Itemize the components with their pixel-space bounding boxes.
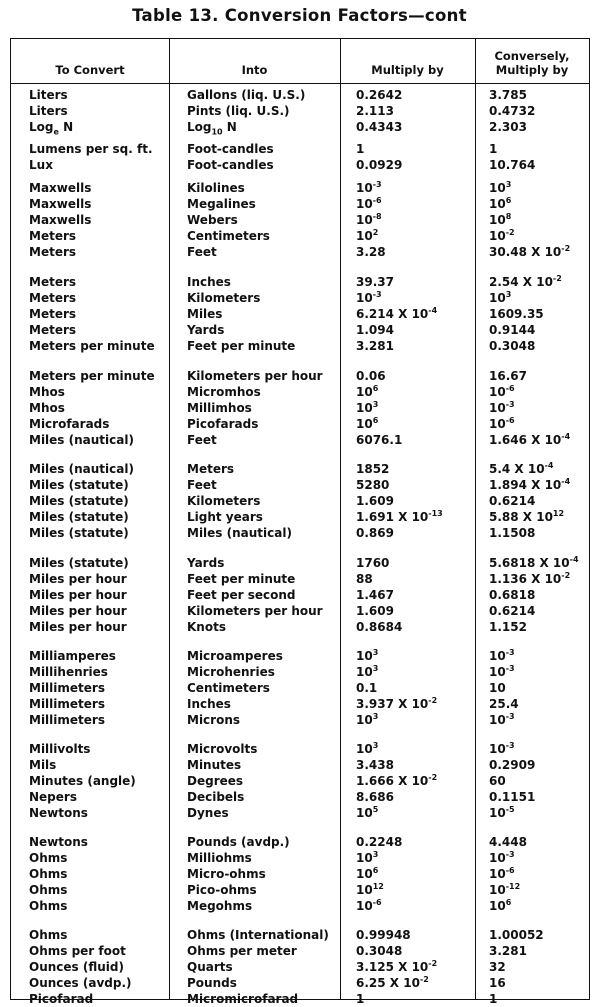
cell-multiply-by: 1 [356, 142, 365, 156]
table-row [11, 141, 589, 157]
header-to-convert-label: To Convert [55, 63, 125, 77]
cell-conversely: 16.67 [489, 369, 527, 383]
cell-multiply-by: 0.2248 [356, 835, 403, 849]
cell-conversely: 0.1151 [489, 790, 536, 804]
table-row [11, 789, 589, 805]
cell-conversely: $10^{-6}$ [489, 866, 515, 881]
table-row [11, 882, 589, 898]
cell-to-convert: Meters [29, 323, 77, 337]
cell-into: Milliohms [187, 851, 252, 865]
cell-conversely: $10^6$ [489, 196, 512, 211]
table-row [11, 432, 589, 448]
cell-to-convert: Ohms [29, 928, 68, 942]
cell-multiply-by: $10^3$ [356, 400, 379, 415]
cell-multiply-by: $10^{-6}$ [356, 196, 382, 211]
cell-multiply-by: 39.37 [356, 275, 394, 289]
cell-multiply-by: $10^3$ [356, 648, 379, 663]
cell-conversely: 32 [489, 960, 506, 974]
cell-conversely: 1.1508 [489, 526, 536, 540]
cell-into: Picofarads [187, 417, 259, 431]
cell-conversely: $10^{-6}$ [489, 416, 515, 431]
cell-conversely: $10^{-3}$ [489, 741, 515, 756]
cell-to-convert: Miles per hour [29, 604, 127, 618]
cell-multiply-by: $10^3$ [356, 712, 379, 727]
cell-multiply-by: 1.609 [356, 604, 394, 618]
cell-into: Kilometers per hour [187, 369, 323, 383]
cell-multiply-by: 1.467 [356, 588, 394, 602]
cell-into: Kilolines [187, 181, 245, 195]
cell-to-convert: Maxwells [29, 213, 92, 227]
cell-multiply-by: 3.125 X $10^{-2}$ [356, 959, 438, 974]
cell-conversely: 0.3048 [489, 339, 536, 353]
cell-into: Miles (nautical) [187, 526, 292, 540]
cell-into: Inches [187, 697, 231, 711]
header-conversely-multiply-label: Multiply by [495, 63, 569, 77]
cell-into: Gallons (liq. U.S.) [187, 88, 306, 102]
cell-to-convert: Log$_e$ N [29, 120, 74, 137]
cell-into: Yards [187, 556, 225, 570]
cell-conversely: 4.448 [489, 835, 527, 849]
header-into-label: Into [241, 63, 268, 77]
cell-multiply-by: 1852 [356, 462, 390, 476]
table-row [11, 274, 589, 290]
table-row [11, 619, 589, 635]
cell-to-convert: Mhos [29, 401, 65, 415]
cell-to-convert: Ounces (fluid) [29, 960, 124, 974]
table-row [11, 712, 589, 728]
cell-multiply-by: 8.686 [356, 790, 394, 804]
table-row [11, 228, 589, 244]
cell-into: Ohms per meter [187, 944, 297, 958]
cell-into: Microhenries [187, 665, 275, 679]
cell-multiply-by: 5280 [356, 478, 390, 492]
cell-into: Centimeters [187, 229, 270, 243]
cell-into: Feet per minute [187, 572, 296, 586]
table-row [11, 212, 589, 228]
cell-into: Feet [187, 245, 217, 259]
cell-conversely: $10^{-3}$ [489, 400, 515, 415]
cell-into: Inches [187, 275, 231, 289]
cell-multiply-by: $10^6$ [356, 866, 379, 881]
table-row [11, 87, 589, 103]
cell-into: Microamperes [187, 649, 283, 663]
cell-to-convert: Mils [29, 758, 57, 772]
cell-to-convert: Millimeters [29, 697, 105, 711]
table-row [11, 416, 589, 432]
table-row [11, 805, 589, 821]
cell-into: Minutes [187, 758, 242, 772]
cell-to-convert: Lumens per sq. ft. [29, 142, 153, 156]
cell-conversely: 0.6214 [489, 604, 536, 618]
table-row [11, 244, 589, 260]
cell-to-convert: Miles (statute) [29, 478, 129, 492]
cell-conversely: 0.9144 [489, 323, 536, 337]
cell-multiply-by: 1.691 X $10^{-13}$ [356, 509, 443, 524]
cell-conversely: 1.136 X $10^{-2}$ [489, 571, 571, 586]
cell-into: Kilometers [187, 291, 261, 305]
cell-conversely: 2.303 [489, 120, 527, 134]
table-row [11, 991, 589, 1007]
cell-to-convert: Meters [29, 275, 77, 289]
cell-conversely: 0.2909 [489, 758, 536, 772]
cell-multiply-by: $10^{-6}$ [356, 898, 382, 913]
header-multiply-by-label: Multiply by [371, 63, 444, 77]
cell-to-convert: Ohms [29, 867, 68, 881]
cell-multiply-by: $10^5$ [356, 805, 379, 820]
cell-into: Dynes [187, 806, 229, 820]
cell-conversely: $10^{-3}$ [489, 664, 515, 679]
cell-into: Pico-ohms [187, 883, 257, 897]
cell-to-convert: Meters [29, 245, 77, 259]
table-row [11, 603, 589, 619]
table-title: Table 13. Conversion Factors—cont [132, 6, 467, 25]
table-row [11, 866, 589, 882]
table-row [11, 943, 589, 959]
cell-to-convert: Maxwells [29, 181, 92, 195]
cell-into: Pounds (avdp.) [187, 835, 290, 849]
cell-into: Micromicrofarad [187, 992, 299, 1006]
cell-into: Feet per second [187, 588, 296, 602]
cell-to-convert: Milliamperes [29, 649, 116, 663]
table-row [11, 850, 589, 866]
header-conversely-label: Conversely, [494, 49, 570, 63]
cell-multiply-by: $10^3$ [356, 741, 379, 756]
cell-into: Feet [187, 478, 217, 492]
header-to-convert [11, 39, 169, 83]
cell-to-convert: Miles (statute) [29, 510, 129, 524]
cell-into: Degrees [187, 774, 244, 788]
cell-multiply-by: 1760 [356, 556, 390, 570]
cell-multiply-by: 88 [356, 572, 373, 586]
cell-multiply-by: $10^6$ [356, 416, 379, 431]
cell-multiply-by: $10^{-8}$ [356, 212, 382, 227]
cell-conversely: $10^{-6}$ [489, 384, 515, 399]
table-row [11, 741, 589, 757]
cell-to-convert: Picofarad [29, 992, 94, 1006]
cell-conversely: $10^{-5}$ [489, 805, 515, 820]
cell-multiply-by: 3.438 [356, 758, 394, 772]
cell-multiply-by: 2.113 [356, 104, 394, 118]
cell-multiply-by: $10^6$ [356, 384, 379, 399]
table-row [11, 384, 589, 400]
cell-to-convert: Ohms [29, 851, 68, 865]
cell-multiply-by: 3.28 [356, 245, 386, 259]
header-divider [11, 83, 589, 84]
cell-multiply-by: 0.869 [356, 526, 394, 540]
cell-multiply-by: 0.0929 [356, 158, 403, 172]
cell-conversely: 1 [489, 142, 498, 156]
table-row [11, 587, 589, 603]
cell-conversely: $10^3$ [489, 290, 512, 305]
cell-conversely: $10^{-2}$ [489, 228, 515, 243]
cell-multiply-by: $10^3$ [356, 850, 379, 865]
cell-into: Ohms (International) [187, 928, 329, 942]
cell-multiply-by: $10^{-3}$ [356, 290, 382, 305]
header-into [169, 39, 340, 83]
cell-conversely: 16 [489, 976, 506, 990]
table-row [11, 157, 589, 173]
cell-conversely: $10^{-12}$ [489, 882, 521, 897]
cell-conversely: 0.4732 [489, 104, 536, 118]
cell-into: Kilometers per hour [187, 604, 323, 618]
cell-into: Miles [187, 307, 223, 321]
header-multiply-by [340, 39, 475, 83]
cell-to-convert: Meters per minute [29, 339, 155, 353]
cell-multiply-by: 6076.1 [356, 433, 403, 447]
cell-to-convert: Newtons [29, 806, 88, 820]
cell-multiply-by: 0.1 [356, 681, 378, 695]
cell-multiply-by: 6.25 X $10^{-2}$ [356, 975, 429, 990]
cell-to-convert: Millimeters [29, 713, 105, 727]
cell-conversely: 5.6818 X $10^{-4}$ [489, 555, 579, 570]
table-row [11, 834, 589, 850]
cell-conversely: 30.48 X $10^{-2}$ [489, 244, 571, 259]
table-row [11, 696, 589, 712]
cell-conversely: 1.00052 [489, 928, 544, 942]
cell-multiply-by: $10^2$ [356, 228, 379, 243]
cell-into: Yards [187, 323, 225, 337]
cell-conversely: 10 [489, 681, 506, 695]
table-row [11, 322, 589, 338]
header-conversely [475, 39, 589, 83]
cell-to-convert: Miles per hour [29, 572, 127, 586]
cell-into: Quarts [187, 960, 233, 974]
cell-multiply-by: 0.2642 [356, 88, 403, 102]
cell-to-convert: Minutes (angle) [29, 774, 136, 788]
cell-into: Millimhos [187, 401, 252, 415]
cell-conversely: 1609.35 [489, 307, 544, 321]
cell-to-convert: Miles (nautical) [29, 433, 134, 447]
cell-to-convert: Miles per hour [29, 620, 127, 634]
cell-to-convert: Meters [29, 291, 77, 305]
cell-to-convert: Meters per minute [29, 369, 155, 383]
cell-to-convert: Ohms per foot [29, 944, 126, 958]
table-row [11, 773, 589, 789]
cell-conversely: 0.6214 [489, 494, 536, 508]
table-row [11, 103, 589, 119]
cell-multiply-by: 1.666 X $10^{-2}$ [356, 773, 438, 788]
table-row [11, 757, 589, 773]
table-row [11, 571, 589, 587]
cell-to-convert: Ounces (avdp.) [29, 976, 132, 990]
cell-conversely: $10^{-3}$ [489, 850, 515, 865]
cell-into: Megohms [187, 899, 253, 913]
cell-to-convert: Miles (statute) [29, 556, 129, 570]
cell-multiply-by: 0.4343 [356, 120, 403, 134]
cell-conversely: 60 [489, 774, 506, 788]
table-row [11, 368, 589, 384]
cell-to-convert: Liters [29, 104, 68, 118]
table-row [11, 975, 589, 991]
cell-to-convert: Miles (statute) [29, 526, 129, 540]
cell-multiply-by: 3.281 [356, 339, 394, 353]
cell-into: Foot-candles [187, 142, 274, 156]
cell-into: Microns [187, 713, 241, 727]
conversion-table [10, 38, 590, 1006]
cell-into: Knots [187, 620, 226, 634]
cell-into: Micromhos [187, 385, 261, 399]
cell-conversely: 5.4 X $10^{-4}$ [489, 461, 554, 476]
cell-conversely: 3.785 [489, 88, 527, 102]
cell-conversely: 1.646 X $10^{-4}$ [489, 432, 571, 447]
cell-to-convert: Meters [29, 307, 77, 321]
cell-conversely: 10.764 [489, 158, 536, 172]
cell-multiply-by: 1.094 [356, 323, 394, 337]
table-row [11, 648, 589, 664]
table-row [11, 290, 589, 306]
cell-to-convert: Newtons [29, 835, 88, 849]
cell-to-convert: Microfarads [29, 417, 110, 431]
cell-to-convert: Nepers [29, 790, 77, 804]
cell-conversely: 0.6818 [489, 588, 536, 602]
cell-to-convert: Ohms [29, 899, 68, 913]
table-row [11, 477, 589, 493]
cell-into: Foot-candles [187, 158, 274, 172]
cell-conversely: 1 [489, 992, 498, 1006]
cell-conversely: 3.281 [489, 944, 527, 958]
cell-to-convert: Mhos [29, 385, 65, 399]
cell-conversely: $10^{-3}$ [489, 712, 515, 727]
cell-multiply-by: 1 [356, 992, 365, 1006]
cell-into: Kilometers [187, 494, 261, 508]
cell-to-convert: Miles (statute) [29, 494, 129, 508]
cell-conversely: 25.4 [489, 697, 519, 711]
cell-conversely: $10^8$ [489, 212, 512, 227]
cell-into: Pounds [187, 976, 237, 990]
cell-multiply-by: 1.609 [356, 494, 394, 508]
cell-into: Light years [187, 510, 263, 524]
cell-multiply-by: 0.06 [356, 369, 386, 383]
cell-multiply-by: $10^3$ [356, 664, 379, 679]
cell-multiply-by: 0.99948 [356, 928, 411, 942]
cell-to-convert: Millimeters [29, 681, 105, 695]
cell-into: Pints (liq. U.S.) [187, 104, 290, 118]
cell-to-convert: Liters [29, 88, 68, 102]
cell-to-convert: Millihenries [29, 665, 108, 679]
cell-conversely: $10^{-3}$ [489, 648, 515, 663]
table-row [11, 180, 589, 196]
table-row [11, 306, 589, 322]
cell-multiply-by: 6.214 X $10^{-4}$ [356, 306, 438, 321]
table-row [11, 664, 589, 680]
cell-to-convert: Meters [29, 229, 77, 243]
cell-into: Microvolts [187, 742, 258, 756]
cell-into: Feet per minute [187, 339, 296, 353]
table-row [11, 338, 589, 354]
cell-into: Decibels [187, 790, 245, 804]
table-row [11, 400, 589, 416]
cell-to-convert: Miles per hour [29, 588, 127, 602]
cell-into: Webers [187, 213, 238, 227]
table-row [11, 555, 589, 571]
cell-to-convert: Maxwells [29, 197, 92, 211]
cell-multiply-by: $10^{-3}$ [356, 180, 382, 195]
table-row [11, 927, 589, 943]
cell-conversely: $10^3$ [489, 180, 512, 195]
cell-conversely: 1.894 X $10^{-4}$ [489, 477, 571, 492]
table-row [11, 509, 589, 525]
cell-into: Centimeters [187, 681, 270, 695]
cell-into: Micro-ohms [187, 867, 266, 881]
cell-conversely: $10^6$ [489, 898, 512, 913]
cell-multiply-by: 0.3048 [356, 944, 403, 958]
cell-multiply-by: 0.8684 [356, 620, 403, 634]
cell-conversely: 2.54 X $10^{-2}$ [489, 274, 562, 289]
cell-conversely: 5.88 X $10^{12}$ [489, 509, 565, 524]
table-row [11, 680, 589, 696]
cell-to-convert: Millivolts [29, 742, 91, 756]
cell-into: Megalines [187, 197, 256, 211]
table-row [11, 461, 589, 477]
table-row [11, 898, 589, 914]
table-row [11, 119, 589, 135]
cell-into: Meters [187, 462, 235, 476]
table-row [11, 959, 589, 975]
cell-multiply-by: 3.937 X $10^{-2}$ [356, 696, 438, 711]
cell-to-convert: Ohms [29, 883, 68, 897]
cell-into: Feet [187, 433, 217, 447]
table-row [11, 196, 589, 212]
table-row [11, 525, 589, 541]
cell-conversely: 1.152 [489, 620, 527, 634]
cell-multiply-by: $10^{12}$ [356, 882, 384, 897]
cell-into: Log$_{10}$ N [187, 120, 237, 137]
cell-to-convert: Lux [29, 158, 53, 172]
cell-to-convert: Miles (nautical) [29, 462, 134, 476]
table-row [11, 493, 589, 509]
